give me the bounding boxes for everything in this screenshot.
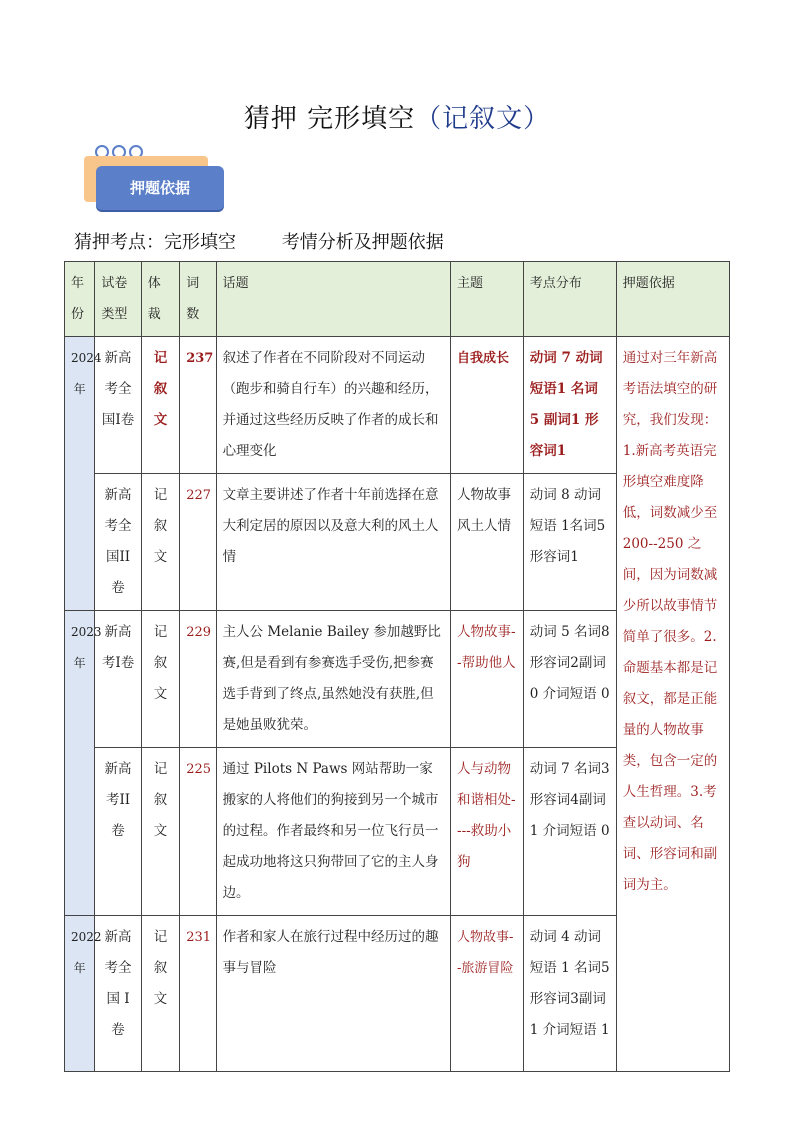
word-count-cell: 229 xyxy=(180,611,216,748)
year-cell-2022: 2022年 xyxy=(65,916,95,1072)
header-theme: 主题 xyxy=(451,262,524,337)
title-accent: （记叙文） xyxy=(415,104,551,134)
paper-cell: 新高考II卷 xyxy=(95,748,141,916)
analysis-table xyxy=(64,261,730,1072)
genre-cell: 记叙文 xyxy=(141,337,179,474)
header-points: 考点分布 xyxy=(523,262,616,337)
header-paper-type: 试卷 类型 xyxy=(95,262,141,337)
paper-cell: 新高考全国 I 卷 xyxy=(95,916,141,1072)
topic-cell: 通过 Pilots N Paws 网站帮助一家搬家的人将他们的狗接到另一个城市的过程。作者最终和另一位飞行员一起成功地将这只狗带回了它的主人身边。 xyxy=(216,748,450,916)
header-year: 年 份 xyxy=(65,262,95,337)
basis-cell: 通过对三年新高考语法填空的研究，我们发现：1.新高考英语完形填空难度降低，词数减少至 200--250 之间，因为词数减少所以故事情节简单了很多。2.命题基本都是记叙文，都是正能量的人物故事类，包含一定的人生哲理。3.考查以动词、名词、形容词和副词为主。 xyxy=(616,337,729,1072)
header-topic: 话题 xyxy=(216,262,450,337)
word-count-cell: 225 xyxy=(180,748,216,916)
topic-cell: 文章主要讲述了作者十年前选择在意大利定居的原因以及意大利的风土人情 xyxy=(216,474,450,611)
table-header-row xyxy=(65,262,730,337)
points-cell: 动词 4 动词短语 1 名词5形容词3副词 1 介词短语 1 xyxy=(523,916,616,1072)
topic-cell: 叙述了作者在不同阶段对不同运动（跑步和骑自行车）的兴趣和经历，并通过这些经历反映了作者的成长和心理变化 xyxy=(216,337,450,474)
page-title xyxy=(0,98,794,135)
word-count-cell: 231 xyxy=(180,916,216,1072)
theme-cell: 人与动物和谐相处----救助小狗 xyxy=(451,748,524,916)
points-cell: 动词 5 名词8形容词2副词 0 介词短语 0 xyxy=(523,611,616,748)
badge-label: 押题依据 xyxy=(96,166,224,210)
theme-cell: 人物故事--旅游冒险 xyxy=(451,916,524,1072)
points-cell: 动词 7 名词3形容词4副词 1 介词短语 0 xyxy=(523,748,616,916)
title-main: 猜押 完形填空 xyxy=(243,104,416,134)
year-cell-2023: 2023年 xyxy=(65,611,95,916)
year-cell-2024: 2024年 xyxy=(65,337,95,611)
table-row xyxy=(65,337,730,474)
paper-cell: 新高考I卷 xyxy=(95,611,141,748)
header-word-count: 词 数 xyxy=(180,262,216,337)
paper-cell: 新高考全国II卷 xyxy=(95,474,141,611)
section-badge xyxy=(82,140,232,215)
theme-cell: 自我成长 xyxy=(451,337,524,474)
topic-cell: 主人公 Melanie Bailey 参加越野比赛,但是看到有参赛选手受伤,把参赛选手背到了终点,虽然她没有获胜,但是她虽败犹荣。 xyxy=(216,611,450,748)
word-count-cell: 237 xyxy=(180,337,216,474)
genre-cell: 记叙文 xyxy=(141,611,179,748)
theme-cell: 人物故事风土人情 xyxy=(451,474,524,611)
genre-cell: 记叙文 xyxy=(141,916,179,1072)
genre-cell: 记叙文 xyxy=(141,474,179,611)
header-basis: 押题依据 xyxy=(616,262,729,337)
header-genre: 体 裁 xyxy=(141,262,179,337)
points-cell: 动词 7 动词短语1 名词 5 副词1 形容词1 xyxy=(523,337,616,474)
section-subheading: 猜押考点：完形填空 考情分析及押题依据 xyxy=(74,232,444,253)
points-cell: 动词 8 动词短语 1名词5 形容词1 xyxy=(523,474,616,611)
paper-cell: 新高考全国I卷 xyxy=(95,337,141,474)
topic-cell: 作者和家人在旅行过程中经历过的趣事与冒险 xyxy=(216,916,450,1072)
genre-cell: 记叙文 xyxy=(141,748,179,916)
word-count-cell: 227 xyxy=(180,474,216,611)
theme-cell: 人物故事--帮助他人 xyxy=(451,611,524,748)
